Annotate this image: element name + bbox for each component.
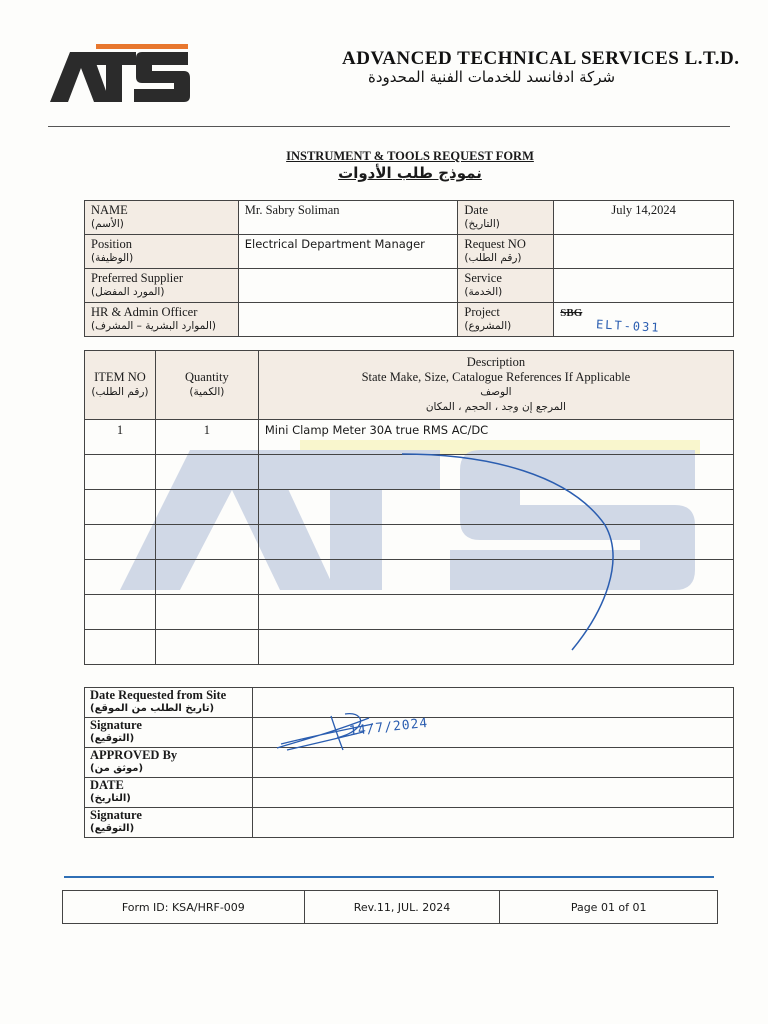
signature-field[interactable] (252, 715, 733, 748)
description-cell[interactable] (258, 455, 733, 490)
approval-date-label-cell (85, 778, 253, 808)
approved-by-label: APPROVED By (90, 748, 178, 762)
description-cell[interactable] (258, 490, 733, 525)
name-field[interactable]: Mr. Sabry Soliman (238, 201, 458, 235)
table-row (85, 748, 734, 778)
project-label-cell (458, 303, 554, 337)
description-header-ar-sub: المرجع إن وجد ، الحجم ، المكان (425, 401, 566, 413)
company-name-en: ADVANCED TECHNICAL SERVICES L.T.D. (342, 48, 740, 69)
item-no-cell[interactable] (85, 630, 156, 665)
date-field[interactable]: July 14,2024 (554, 201, 734, 235)
form-title-en: INSTRUMENT & TOOLS REQUEST FORM (286, 149, 534, 163)
supplier-label-cell (85, 269, 239, 303)
approval-table (84, 687, 734, 838)
item-no-header (85, 351, 156, 420)
table-row (85, 455, 734, 490)
requester-info-table (84, 200, 734, 337)
item-no-cell[interactable] (85, 595, 156, 630)
service-field[interactable] (554, 269, 734, 303)
service-label-ar: (الخدمة) (464, 286, 503, 298)
quantity-header-ar: (الكمية) (189, 386, 225, 398)
quantity-cell[interactable] (155, 630, 258, 665)
name-label: NAME (91, 203, 128, 217)
description-cell[interactable]: Mini Clamp Meter 30A true RMS AC/DC (258, 420, 733, 455)
signature-label-cell (85, 718, 253, 748)
date-requested-label: Date Requested from Site (90, 688, 227, 702)
table-row (85, 630, 734, 665)
footer-divider (64, 876, 714, 878)
project-label-ar: (المشروع) (464, 320, 512, 332)
form-id: Form ID: KSA/HRF-009 (63, 891, 305, 924)
company-name-ar: شركة ادفانسد للخدمات الفنية المحدودة (368, 68, 616, 86)
quantity-cell[interactable]: 1 (155, 420, 258, 455)
table-row (85, 269, 734, 303)
approved-by-label-ar: (موثق من) (90, 763, 144, 774)
approval-date-field[interactable] (252, 778, 733, 808)
description-header-en: Description (466, 355, 526, 369)
items-table (84, 350, 734, 665)
item-no-cell[interactable] (85, 525, 156, 560)
description-header (258, 351, 733, 420)
table-row (85, 808, 734, 838)
name-label-ar: (الأسم) (91, 218, 124, 230)
date-requested-label-ar: (تاريخ الطلب من الموقع) (90, 703, 215, 714)
position-label: Position (91, 237, 132, 251)
quantity-header (155, 351, 258, 420)
header-divider (48, 126, 730, 127)
item-no-cell[interactable] (85, 560, 156, 595)
hr-label-cell (85, 303, 239, 337)
hr-field[interactable] (238, 303, 458, 337)
item-no-cell[interactable] (85, 455, 156, 490)
quantity-cell[interactable] (155, 490, 258, 525)
hr-label-ar: (الموارد البشرية – المشرف) (91, 320, 216, 332)
signature2-field[interactable] (252, 808, 733, 838)
signature-date: 14/7/2024 (348, 715, 429, 740)
date-label-cell (458, 201, 554, 235)
form-title-ar: نموذج طلب الأدوات (338, 164, 482, 182)
approved-by-label-cell (85, 748, 253, 778)
name-label-cell (85, 201, 239, 235)
position-label-cell (85, 235, 239, 269)
supplier-label: Preferred Supplier (91, 271, 183, 285)
request-no-field[interactable] (554, 235, 734, 269)
quantity-header-en: Quantity (185, 370, 229, 384)
signature2-label-cell (85, 808, 253, 838)
signature2-label-ar: (التوقيع) (90, 823, 135, 834)
table-row (85, 420, 734, 455)
table-row (85, 560, 734, 595)
table-row (63, 891, 718, 924)
table-row (85, 235, 734, 269)
approval-date-label-ar: (التاريخ) (90, 793, 131, 804)
date-label: Date (464, 203, 488, 217)
footer-table (62, 890, 718, 924)
description-cell[interactable] (258, 595, 733, 630)
signature-label-ar: (التوقيع) (90, 733, 135, 744)
table-row (85, 778, 734, 808)
service-label: Service (464, 271, 502, 285)
hr-label: HR & Admin Officer (91, 305, 198, 319)
quantity-cell[interactable] (155, 595, 258, 630)
position-field[interactable]: Electrical Department Manager (238, 235, 458, 269)
table-row (85, 201, 734, 235)
revision: Rev.11, JUL. 2024 (304, 891, 500, 924)
description-cell[interactable] (258, 525, 733, 560)
signature-label: Signature (90, 718, 142, 732)
request-no-label-ar: (رقم الطلب) (464, 252, 522, 264)
request-no-label: Request NO (464, 237, 526, 251)
supplier-field[interactable] (238, 269, 458, 303)
table-row (85, 718, 734, 748)
quantity-cell[interactable] (155, 560, 258, 595)
description-cell[interactable] (258, 630, 733, 665)
project-handwritten-value: ELT-031 (595, 317, 662, 335)
supplier-label-ar: (المورد المفضل) (91, 286, 165, 298)
project-field[interactable] (554, 303, 734, 337)
item-no-cell[interactable] (85, 490, 156, 525)
position-label-ar: (الوظيفة) (91, 252, 134, 264)
items-header-row (85, 351, 734, 420)
ats-logo (48, 38, 192, 104)
signature2-label: Signature (90, 808, 142, 822)
item-no-header-ar: (رقم الطلب) (91, 386, 149, 398)
date-label-ar: (التاريخ) (464, 218, 500, 230)
project-label: Project (464, 305, 500, 319)
description-cell[interactable] (258, 560, 733, 595)
quantity-cell[interactable] (155, 455, 258, 490)
approval-date-label: DATE (90, 778, 124, 792)
quantity-cell[interactable] (155, 525, 258, 560)
project-printed-value: SBG (560, 307, 583, 319)
item-no-header-en: ITEM NO (94, 370, 146, 384)
table-row (85, 525, 734, 560)
table-row (85, 490, 734, 525)
description-header-sub: State Make, Size, Catalogue References If Applicable (361, 370, 631, 384)
table-row (85, 303, 734, 337)
service-label-cell (458, 269, 554, 303)
request-no-label-cell (458, 235, 554, 269)
page-number: Page 01 of 01 (500, 891, 718, 924)
table-row (85, 688, 734, 718)
description-header-ar: الوصف (480, 386, 512, 398)
item-no-cell[interactable]: 1 (85, 420, 156, 455)
date-requested-label-cell (85, 688, 253, 718)
table-row (85, 595, 734, 630)
